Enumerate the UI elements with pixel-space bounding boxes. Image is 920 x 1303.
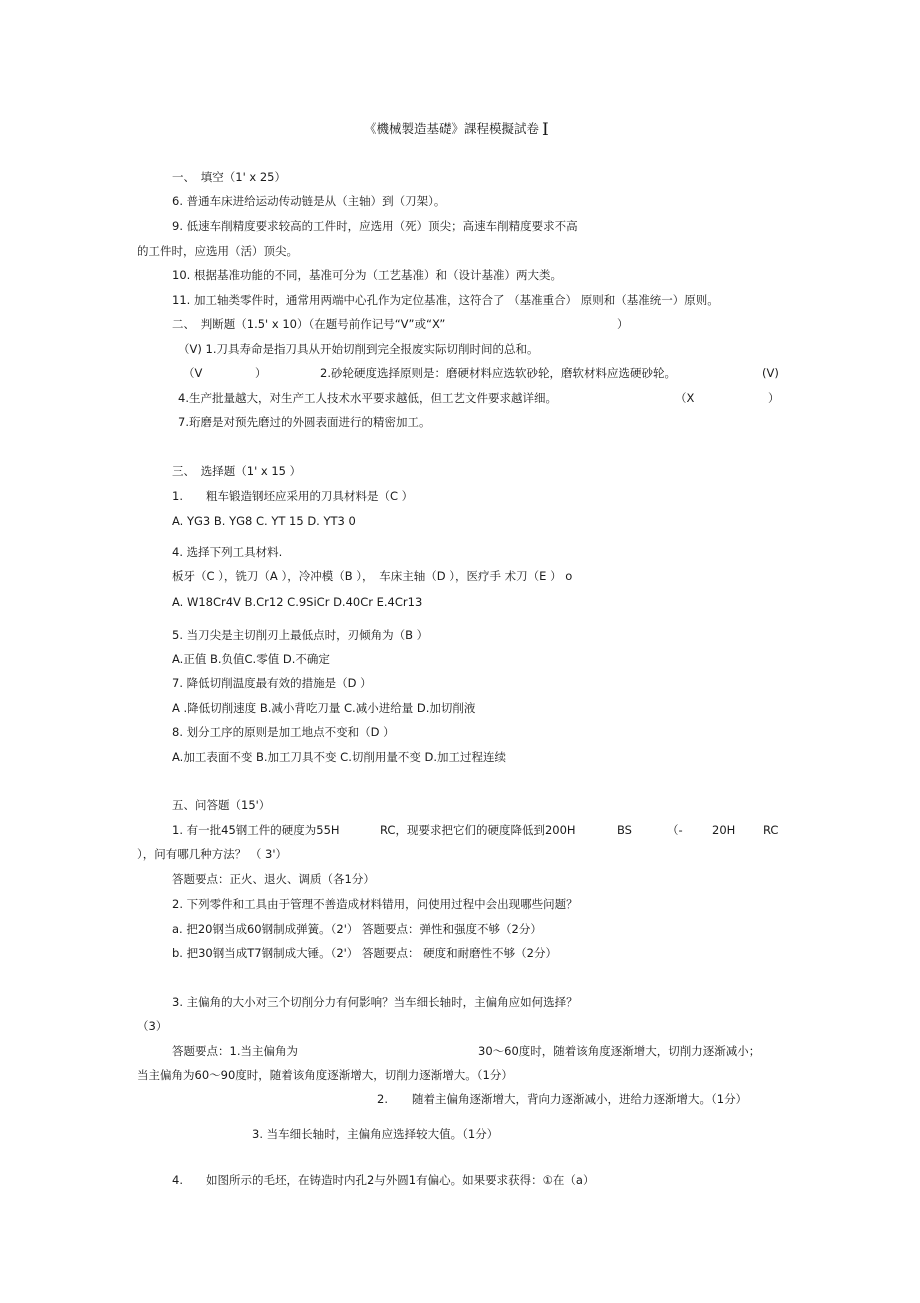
choice-question-5: 5. 当刀尖是主切削刃上最低点时，刃倾角为（B ） [172,628,429,642]
page-title [364,120,549,140]
question-11: 11. 加工轴类零件时，通常用两端中心孔作为定位基准，这符合了 （基准重合） 原则和（基准统一）原则。 [172,293,719,307]
tf-question-7: 7.珩磨是对预先磨过的外圆表面进行的精密加工。 [178,415,431,429]
qa-q3-answer-2-num: 2. [377,1092,388,1106]
qa-question-1-line2: ），问有哪几种方法？ （ 3'） [137,847,288,861]
choice-question-8-options: A.加工表面不变 B.加工刀具不变 C.切削用量不变 D.加工过程连续 [172,750,507,764]
qa-q1-part-6: RC [763,823,779,837]
question-9-line2: 的工件时，应选用（活）顶尖。 [137,244,298,258]
section-heading-true-false: 二、 判断题（1.5' x 10）（在题号前作记号“V”或“X” [172,317,446,331]
tf-question-1: （V) 1.刀具寿命是指刀具从开始切削到完全报废实际切削时间的总和。 [178,342,539,356]
qa-q1-part-3: BS [617,823,632,837]
qa-question-2-a: a. 把20钢当成60钢制成弹簧。（2'） 答题要点：弹性和强度不够（2分） [172,922,542,936]
tf-q2-mark-open: （V [183,366,203,380]
tf-q4-mark-open: （X [675,391,695,405]
qa-q1-part-5: 20H [712,823,736,837]
qa-q3-answer-2 [0,1091,920,1107]
tf-q4-text: 4.生产批量越大，对生产工人技术水平要求越低，但工艺文件要求越详细。 [178,391,557,405]
choice-question-4-options: A. W18Cr4V B.Cr12 C.9SiCr D.40Cr E.4Cr13 [172,595,423,609]
tf-question-4 [0,390,920,406]
qa-q1-part-2: RC，现要求把它们的硬度降低到200H [380,823,576,837]
question-6: 6. 普通车床进给运动传动链是从（主轴）到（刀架）。 [172,194,446,208]
qa-question-2: 2. 下列零件和工具由于管理不善造成材料错用，问使用过程中会出现哪些问题？ [172,897,578,911]
qa-q3-answer-2-text: 随着主偏角逐渐增大，背向力逐渐减小，进给力逐渐增大。（1分） [412,1092,748,1106]
tf-q2-text: 2.砂轮硬度选择原则是：磨硬材料应选软砂轮，磨软材料应选硬砂轮。 [320,366,676,380]
qa-q3-answer-3: 3. 当车细长轴时，主偏角应选择较大值。（1分） [252,1127,499,1141]
section-heading-choice: 三、 选择题（1' x 15 ） [172,464,302,478]
choice-question-7: 7. 降低切削温度最有效的措施是（D ） [172,676,372,690]
qa-question-3-score: （3） [137,1019,168,1033]
choice-question-8: 8. 划分工序的原则是加工地点不变和（D ） [172,725,395,739]
question-9-line1: 9. 低速车削精度要求较高的工件时，应选用（死）顶尖；高速车削精度要求不高 [172,219,578,233]
qa-q1-part-1: 1. 有一批45钢工件的硬度为55H [172,823,340,837]
choice-question-4-items: 板牙（C ），铣刀（A ），冷冲模（B ）， 车床主轴（D ），医疗手 术刀（E ） o [172,569,573,583]
qa-question-1 [0,822,920,838]
title-numeral: I [542,120,549,140]
tf-q2-trailing-mark: (V) [762,366,779,380]
qa-q3-answer-1-right: 30～60度时，随着该角度逐渐增大，切削力逐渐减小； [478,1044,761,1058]
section-heading-fill-in: 一、 填空（1' x 25） [172,170,286,184]
tf-q4-mark-close: ） [768,391,780,405]
section-heading-close-paren: ） [617,317,629,331]
qa-q3-answer-1 [0,1043,920,1059]
choice-question-5-options: A.正值 B.负值C.零值 D.不确定 [172,652,330,666]
qa-question-4: 4. 如图所示的毛坯，在铸造时内孔2与外圆1有偏心。如果要求获得：①在（a） [172,1173,595,1187]
qa-question-2-b: b. 把30钢当成T7钢制成大锤。（2'） 答题要点： 硬度和耐磨性不够（2分） [172,946,557,960]
qa-question-3: 3. 主偏角的大小对三个切削分力有何影响？当车细长轴时，主偏角应如何选择？ [172,995,578,1009]
section-heading-qa: 五、问答题（15'） [172,798,271,812]
choice-question-7-options: A .降低切削速度 B.减小背吃刀量 C.减小进给量 D.加切削液 [172,701,476,715]
choice-question-4: 4. 选择下列工具材料. [172,545,283,559]
qa-q3-answer-1-cont: 当主偏角为60～90度时，随着该角度逐渐增大，切削力逐渐增大。（1分） [137,1068,513,1082]
tf-question-2 [0,365,920,381]
title-text: 《機械製造基礎》課程模擬試卷 [364,121,540,136]
choice-question-1-options: A. YG3 B. YG8 C. YT 15 D. YT3 0 [172,514,356,528]
question-10: 10. 根据基准功能的不同，基准可分为（工艺基准）和（设计基准）两大类。 [172,268,562,282]
qa-q1-part-4: （- [667,823,683,837]
qa-q3-answer-1-left: 答题要点：1.当主偏角为 [172,1044,298,1058]
qa-question-1-answer: 答题要点：正火、退火、调质（各1分） [172,872,375,886]
tf-q2-mark-close: ） [255,366,267,380]
choice-question-1: 1. 粗车锻造钢坯应采用的刀具材料是（C ） [172,489,414,503]
